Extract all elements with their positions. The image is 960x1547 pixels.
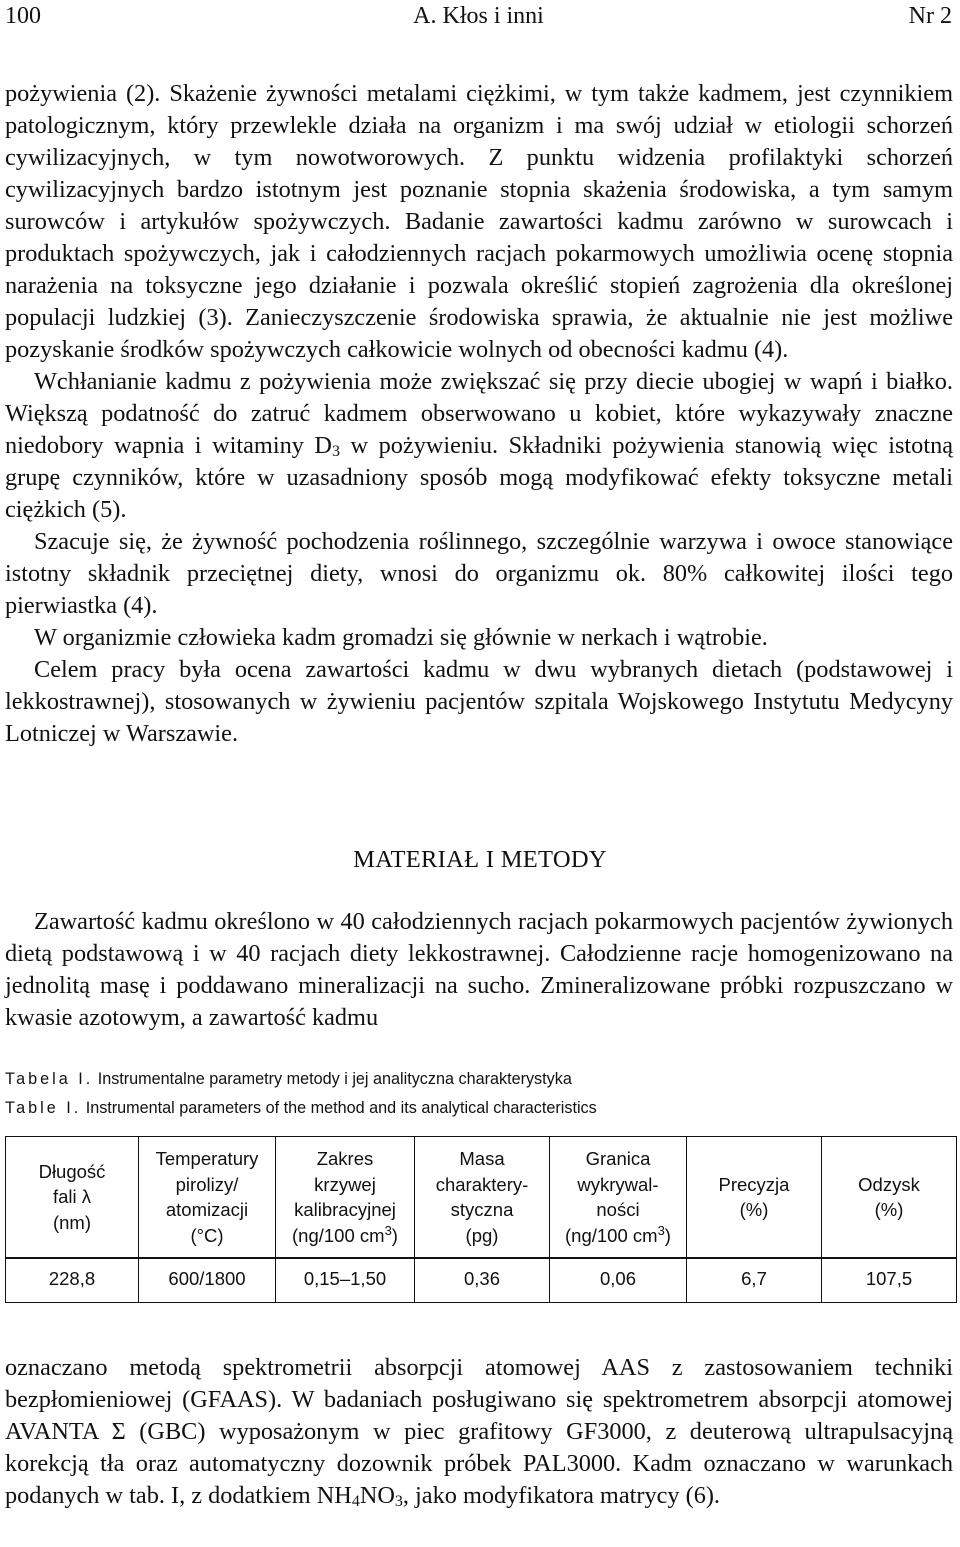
column-header-calibration-range [276,1137,415,1259]
introduction-text [5,78,953,750]
header-line: Temperatury [155,1148,259,1169]
header-line: wykrywal- [577,1173,659,1195]
subscript: 3 [394,1493,403,1510]
column-header-recovery [822,1137,957,1259]
header-line: fali λ [52,1186,92,1208]
column-header-precision [687,1137,822,1259]
methods-text [5,906,953,1034]
table-bottom-row [6,1294,957,1303]
table-label: Table I. [5,1099,82,1117]
table-cell: 228,8 [6,1264,139,1294]
journal-issue: Nr 2 [908,3,952,29]
running-head [5,0,952,34]
table-cell: 6,7 [687,1264,822,1294]
column-header-detection-limit [550,1137,687,1259]
superscript: 3 [657,1222,665,1238]
paragraph [5,366,953,526]
paragraph-text: w pożywieniu. Składniki pożywienia stanowią więc istotną grupę czynników, które w uzasadniony sposób mogą modyfikować efekty toksyczne metali ciężkich (5). [5,432,953,523]
table-label: Tabela I. [5,1070,94,1088]
paragraph: Celem pracy była ocena zawartości kadmu w dwu wybranych dietach (podstawowej i lekkostrawnej), stosowanych w żywieniu pacjentów szpitala Wojskowego Instytutu Medycyny Lotniczej w Warszawie. [5,656,953,747]
header-line: (°C) [190,1224,224,1246]
paragraph: Szacuje się, że żywność pochodzenia roślinnego, szczególnie warzywa i owoce stanowiące istotny składnik przeciętnej diety, wnosi do organizmu ok. 80% całkowitej ilości tego pierwiastka (4). [5,528,953,619]
header-line: (nm) [52,1211,92,1233]
table-cell: 0,15–1,50 [276,1264,415,1294]
column-header-temperatures [139,1137,276,1259]
table-cell: 107,5 [822,1264,957,1294]
header-line: krzywej [314,1173,376,1195]
paragraph: pożywienia (2). Skażenie żywności metalami ciężkimi, w tym także kadmem, jest czynnikiem patologicznym, który przewlekle działa na organizm i ma swój udział w etiologii schorzeń cywilizacyjnych, w tym nowotworowych. Z punktu widzenia profilaktyki schorzeń cywilizacyjnych bardzo istotnym jest poznanie stopnia skażenia środowiska, a tym samym surowców i artykułów spożywczych. Badanie zawartości kadmu zarówno w surowcach i produktach spożywczych, jak i całodziennych racjach pokarmowych umożliwia ocenę stopnia narażenia na toksyczne jego działanie i pozwala określić stopień zagrożenia dla określonej populacji ludzkiej (3). Zanieczyszczenie środowiska sprawia, że aktualnie nie jest możliwe pozyskanie środków spożywczych całkowicie wolnych od obecności kadmu (4). [5,80,953,363]
header-unit-tail: ) [664,1224,671,1246]
header-line: styczna [450,1199,514,1220]
header-line: Zakres [316,1148,374,1169]
header-unit: (ng/100 cm [292,1224,385,1246]
header-line: Odzysk [858,1173,920,1195]
parameters-table [5,1136,957,1303]
header-line: Precyzja [718,1173,790,1195]
header-line [550,1223,686,1249]
header-line: (pg) [465,1224,499,1246]
subscript: 3 [331,443,340,460]
header-line [276,1223,414,1249]
paragraph-text: Wchłanianie kadmu z pożywienia może zwiększać się przy diecie ubogiej w wapń i białko. Większą podatność do zatruć kadmem obserwowano u kobiet, które wykazywały znaczne niedobory wapnia i witaminy D [5,368,953,459]
paragraph: Zawartość kadmu określono w 40 całodziennych racjach pokarmowych pacjentów żywionych dietą podstawową i w 40 racjach diety lekkostrawnej. Całodzienne racje homogenizowano na jednolitą masę i poddawano mineralizacji na sucho. Zmineralizowane próbki rozpuszczano w kwasie azotowym, a zawartość kadmu [5,908,953,1031]
header-unit: (ng/100 cm [565,1224,658,1246]
paragraph-text: , jako modyfikatora matrycy (6). [402,1482,721,1509]
paragraph [5,1352,953,1512]
section-heading: MATERIAŁ I METODY [353,846,607,873]
subscript: 4 [351,1493,360,1510]
header-line: kalibracyjnej [294,1199,396,1220]
page-number: 100 [5,3,41,29]
table-cell: 0,06 [550,1264,687,1294]
header-line: Granica [585,1148,651,1169]
table-caption-polish [5,1069,572,1089]
header-line: (%) [874,1199,904,1220]
header-line: atomizacji [165,1199,249,1220]
paragraph: W organizmie człowieka kadm gromadzi się głównie w nerkach i wątrobie. [34,624,768,651]
header-line: Masa [459,1148,505,1169]
superscript: 3 [384,1222,392,1238]
header-line: pirolizy/ [175,1173,239,1195]
caption-text: Instrumental parameters of the method and its analytical characteristics [81,1099,597,1117]
table-caption-english [5,1098,597,1118]
table-row [6,1264,957,1294]
header-line: (%) [739,1199,769,1220]
header-line: charaktery- [435,1173,529,1195]
caption-text: Instrumentalne parametry metody i jej analityczna charakterystyka [93,1070,572,1088]
paragraph-text: oznaczano metodą spektrometrii absorpcji atomowej AAS z zastosowaniem techniki bezpłomieniowej (GFAAS). W badaniach posługiwano się spektrometrem absorpcji atomowej AVANTA Σ (GBC) wyposażonym w piec grafitowy GF3000, z deuterową ultrapulsacyjną korekcją tła oraz automatyczny dozownik próbek PAL3000. Kadm oznaczano w warunkach podanych w tab. I, z dodatkiem NH [5,1354,953,1509]
header-line: ności [596,1199,640,1220]
table-cell: 0,36 [415,1264,550,1294]
header-unit-tail: ) [391,1224,398,1246]
methods-text-continued [5,1352,953,1512]
paragraph-text: NO [359,1482,395,1509]
table-cell: 600/1800 [139,1264,276,1294]
header-line: Długość [38,1160,106,1182]
column-header-characteristic-mass [415,1137,550,1259]
running-head-authors: A. Kłos i inni [413,3,544,29]
table-header-row [6,1137,957,1259]
column-header-wavelength [6,1137,139,1259]
